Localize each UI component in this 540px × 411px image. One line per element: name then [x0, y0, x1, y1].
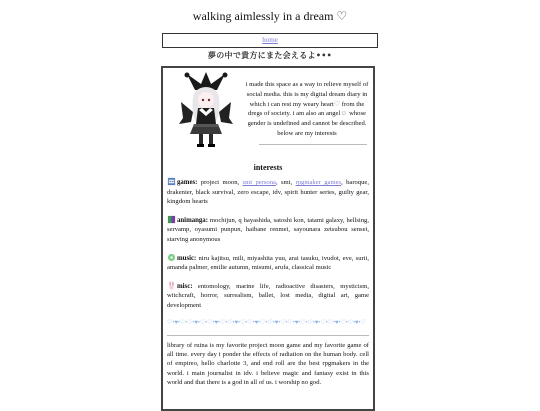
- music-entry: [163, 253, 373, 273]
- intro-line-2: from the dregs of society. i am also an angel: [248, 100, 365, 118]
- games-text-3: , baroque, drakenier, black survival, zero escape, idv, spirit hunter series, guilty gear, kingdom hearts: [167, 179, 369, 206]
- diary-paragraph: library of ruina is my favorite project moon game and my favorite game of all time. every day i ponder the effects of radiation on the human body. cell of empireo, hello charlotte 3, and end roll are the best rpgmakers in the world. i main journalist in idv. i believe magic and fantasy exist in this world and that there is a god in all of us. i worship no god.: [167, 341, 369, 387]
- heart-icon: ♡: [333, 99, 341, 108]
- games-text-2: , smt,: [275, 179, 296, 186]
- main-content-box: [161, 66, 375, 411]
- nav-box: [162, 33, 378, 48]
- page-title: walking aimlessly in a dream ♡: [192, 9, 348, 23]
- animanga-label: animanga:: [177, 216, 208, 224]
- rpgmaker-games-link[interactable]: rpgmaker games: [295, 179, 342, 186]
- bunny-icon: [167, 281, 176, 290]
- misc-text: entomology, marine life, radioactive disasters, mysticism, witchcraft, horror, surrealism, ballet, lost media, digital art, game development: [167, 282, 369, 309]
- music-label: music:: [177, 254, 197, 262]
- gamepad-icon: [167, 177, 176, 186]
- games-label: games:: [177, 179, 198, 186]
- intro-line-1: i made this space as a way to relieve myself of social media. this is my digital dream diary in which i can rest my weary heart: [245, 81, 369, 108]
- intro-divider: [259, 144, 367, 145]
- music-text: niru kajitsu, mili, miyashita yuu, arai tasuku, ivudot, eve, surii, amanda palmer, emilie autumn, misumi, arufa, classical music: [167, 254, 369, 272]
- cd-icon: [167, 253, 176, 262]
- animanga-text: mochijun, q hayashida, satoshi kon, tatami galaxy, hellsing, servamp, oyasumi punpun, haibane renmei, sayounara zetsubou sensei, starving anonymous: [167, 216, 369, 243]
- interests-heading: interests: [253, 163, 283, 172]
- animanga-entry: [163, 215, 373, 245]
- heart-divider: ♡•♥•♡•♡•♥•♡•♡•♥•♡•♡•♥•♡•♡•♥•♡•♡•♥•♡•♡•♥•♡•♡•♥•♡•♡•♥•♡•♡•♥•♡: [167, 318, 366, 326]
- home-link[interactable]: home: [262, 36, 278, 44]
- section-rule: [167, 335, 369, 336]
- games-entry: [163, 177, 373, 207]
- intro-line-3: whose gender is undefined and cannot be described. below are my interests: [247, 110, 367, 137]
- japanese-banner: 夢の中で貴方にまた会えるよ•••: [207, 51, 333, 60]
- intro-section: [163, 68, 373, 150]
- book-icon: [167, 215, 176, 224]
- smiley-icon: ☺: [340, 109, 348, 118]
- intro-text: [243, 80, 371, 139]
- jester-avatar-icon: [179, 72, 233, 150]
- smt-persona-link[interactable]: smt persona: [242, 179, 276, 186]
- games-text-1: project moon,: [197, 179, 243, 186]
- misc-entry: [163, 281, 373, 311]
- misc-label: misc:: [177, 282, 193, 290]
